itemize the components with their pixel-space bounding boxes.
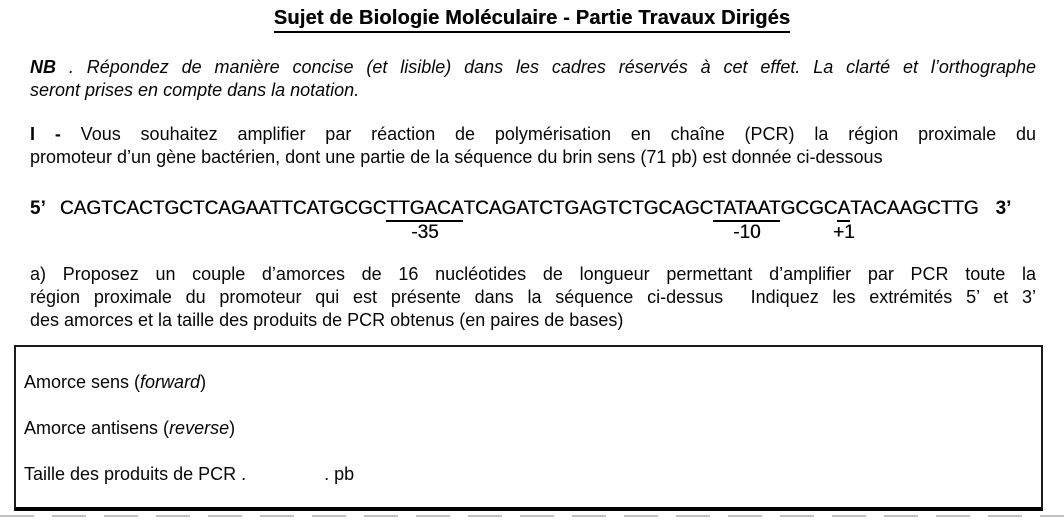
minus10-box-segment (713, 198, 781, 243)
intro-paragraph (30, 123, 1036, 169)
minus10-label: -10 (733, 222, 761, 243)
nb-prefix: NB (30, 57, 56, 77)
question-a (30, 263, 1036, 332)
sequence-segment-mid: GCGC (780, 198, 838, 219)
reverse-primer-italic: reverse (169, 418, 230, 438)
dna-sequence-row (30, 198, 1064, 244)
three-prime-label: 3’ (995, 198, 1012, 219)
answer-box (14, 345, 1043, 511)
answer-row-reverse-primer (24, 417, 1031, 440)
sequence-segment-spacer: TCAGATCTGAGTCTGCAGC (463, 198, 714, 219)
sequence-segment-upstream: CAGTCACTGCTCAGAATTCATGCGC (59, 198, 387, 219)
minus10-sequence: TATAAT (713, 198, 781, 219)
intro-line-2: promoteur d’un gène bactérien, dont une partie de la séquence du brin sens (71 pb) est donnée ci-dessous (30, 147, 883, 167)
forward-primer-label: Amorce sens ( (24, 372, 141, 392)
plus1-label: +1 (832, 222, 855, 243)
plus1-segment (832, 198, 855, 243)
dna-sequence (59, 198, 979, 243)
scan-artifact-line (0, 515, 1064, 517)
sequence-segment-downstream: TACAAGCTTG (850, 198, 979, 219)
answer-row-forward-primer (24, 371, 1031, 394)
five-prime-label: 5’ (30, 198, 46, 219)
nb-line-2: seront prises en compte dans la notation. (30, 80, 360, 100)
nb-line-1 (30, 56, 1036, 79)
intro-line-1 (30, 123, 1036, 146)
minus35-sequence: TTGACA (386, 198, 464, 219)
reverse-primer-suffix: ) (229, 418, 236, 438)
intro-line-1-text: Vous souhaitez amplifier par réaction de polymérisation en chaîne (PCR) la région proximale du (60, 124, 1036, 144)
plus1-nucleotide: A (837, 198, 851, 219)
forward-primer-suffix: ) (200, 372, 207, 392)
title-row (0, 0, 1064, 33)
pcr-size-unit: . pb (324, 464, 355, 484)
nb-line-1-text: . Répondez de manière concise (et lisible) dans les cadres réservés à cet effet. La clarté et l’orthographe (56, 57, 1036, 77)
page-title: Sujet de Biologie Moléculaire - Partie Travaux Dirigés (274, 7, 791, 33)
reverse-primer-label: Amorce antisens ( (24, 418, 170, 438)
nb-note (30, 56, 1036, 102)
intro-roman-numeral: I - (30, 124, 61, 144)
answer-row-pcr-product-size (24, 463, 1031, 486)
question-a-line-3: des amorces et la taille des produits de PCR obtenus (en paires de bases) (30, 310, 624, 330)
minus35-label: -35 (411, 222, 439, 243)
pcr-size-label: Taille des produits de PCR . (24, 464, 247, 484)
question-a-line-1: a) Proposez un couple d’amorces de 16 nucléotides de longueur permettant d’amplifier par PCR toute la (30, 264, 1036, 284)
minus35-box-segment (386, 198, 464, 243)
forward-primer-italic: forward (140, 372, 201, 392)
question-a-line-2: région proximale du promoteur qui est présente dans la séquence ci-dessus Indiquez les extrémités 5’ et 3’ (30, 287, 1036, 307)
